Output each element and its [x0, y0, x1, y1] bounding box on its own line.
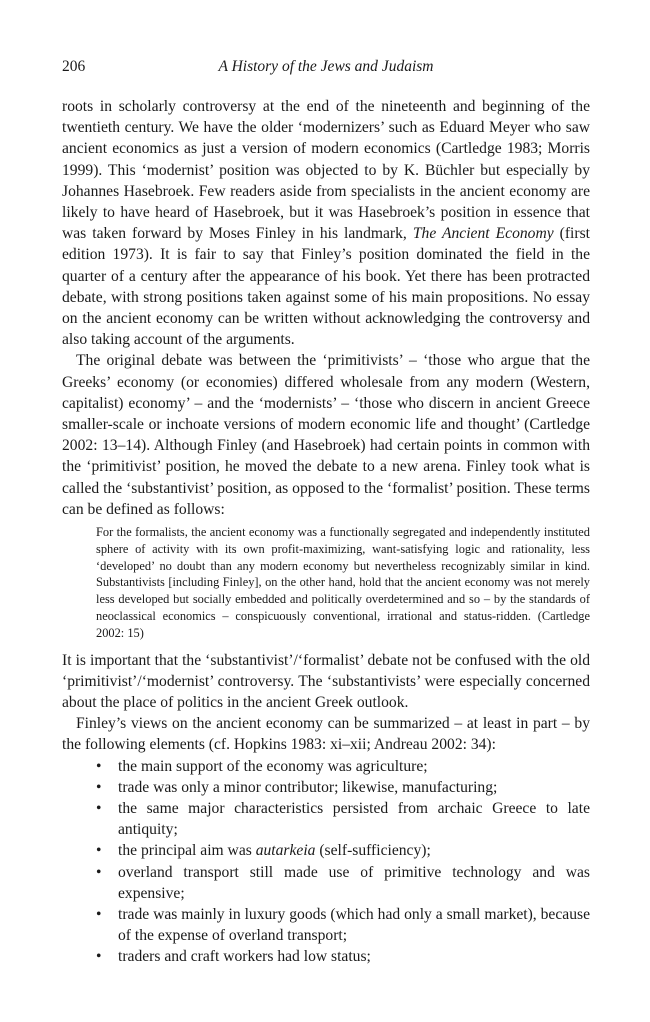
- paragraph-1-text-b: (first edition 1973). It is fair to say that Finley’s position dominated the field in the quarter of a century after the appearance of his book. Yet there has been protracted debate, with strong positions taken against some of his main propositions. No essay on the ancient economy can be written without acknowledging the controversy and also taking account of the arguments.: [62, 225, 590, 349]
- bullet-icon: •: [96, 778, 102, 796]
- list-item-text: traders and craft workers had low status;: [118, 948, 371, 966]
- list-item-text-a: the principal aim was: [118, 842, 256, 860]
- paragraph-2: The original debate was between the ‘primitivists’ – ‘those who argue that the Greeks’ economy (or economies) differed wholesale from any modern (Western, capitalist) economy’ – and the ‘modernists’ – ‘those who discern in ancient Greece smaller-scale or inchoate versions of modern economic life and thought’ (Cartledge 2002: 13–14). Although Finley (and Hasebroek) had certain points in common with the ‘primitivist’ position, he moved the debate to a new arena. Finley took what is called the ‘substantivist’ position, as opposed to the ‘formalist’ position. These terms can be defined as follows:: [62, 352, 590, 518]
- bullet-icon: •: [96, 757, 102, 775]
- list-item: [96, 904, 590, 946]
- list-item: [96, 798, 590, 840]
- list-item-text: trade was mainly in luxury goods (which had only a small market), because of the expense of overland transport;: [118, 906, 590, 945]
- page-header: [62, 58, 590, 80]
- list-item: [96, 840, 590, 861]
- list-item: [96, 862, 590, 904]
- list-item-text: the same major characteristics persisted from archaic Greece to late antiquity;: [118, 800, 590, 839]
- bullet-icon: •: [96, 842, 102, 860]
- running-title: A History of the Jews and Judaism: [218, 58, 434, 75]
- paragraph-4: Finley’s views on the ancient economy can be summarized – at least in part – by the following elements (cf. Hopkins 1983: xi–xii; Andreau 2002: 34):: [62, 715, 590, 754]
- list-item-text-b: (self-sufficiency);: [315, 842, 431, 860]
- book-title: The Ancient Economy: [412, 225, 554, 243]
- bullet-list: [62, 756, 590, 968]
- bullet-icon: •: [96, 906, 102, 924]
- list-item-text: overland transport still made use of primitive technology and was expensive;: [118, 863, 590, 902]
- paragraph-1-text-a: roots in scholarly controversy at the end of the nineteenth and beginning of the twentieth century. We have the older ‘modernizers’ such as Eduard Meyer who saw ancient economics as just a version of modern economics (Cartledge 1983; Morris 1999). This ‘modernist’ position was objected to by K. Büchler but especially by Johannes Hasebroek. Few readers aside from specialists in the ancient economy are likely to have heard of Hasebroek, but it was Hasebroek’s position in essence that was taken forward by Moses Finley in his landmark,: [62, 98, 590, 243]
- bullet-icon: •: [96, 863, 102, 881]
- list-item-text: trade was only a minor contributor; likewise, manufacturing;: [118, 778, 498, 796]
- list-item: [96, 777, 590, 798]
- bullet-icon: •: [96, 948, 102, 966]
- list-item: [96, 946, 590, 967]
- list-item-text: the main support of the economy was agriculture;: [118, 757, 428, 775]
- list-item: [96, 756, 590, 777]
- list-item-emphasis: autarkeia: [255, 842, 316, 860]
- block-quote: For the formalists, the ancient economy was a functionally segregated and independently instituted sphere of activity with its own profit-maximizing, want-satisfying logic and rationality, less ‘developed’ no doubt than any modern economy but nevertheless recognizably similar in kind. Substantivists [including Finley], on the other hand, hold that the ancient economy was not merely less developed but socially embedded and politically overdetermined and so – by the standards of neoclassical economics – conspicuously conventional, irrational and status-ridden. (Cartledge 2002: 15): [96, 525, 590, 640]
- paragraph-1: [62, 96, 590, 350]
- body-text: [62, 96, 590, 968]
- bullet-icon: •: [96, 800, 102, 818]
- page-number: 206: [62, 58, 86, 75]
- paragraph-3: It is important that the ‘substantivist’/‘formalist’ debate not be confused with the old ‘primitivist’/‘modernist’ controversy. The ‘substantivists’ were especially concerned about the place of politics in the ancient Greek outlook.: [62, 651, 590, 712]
